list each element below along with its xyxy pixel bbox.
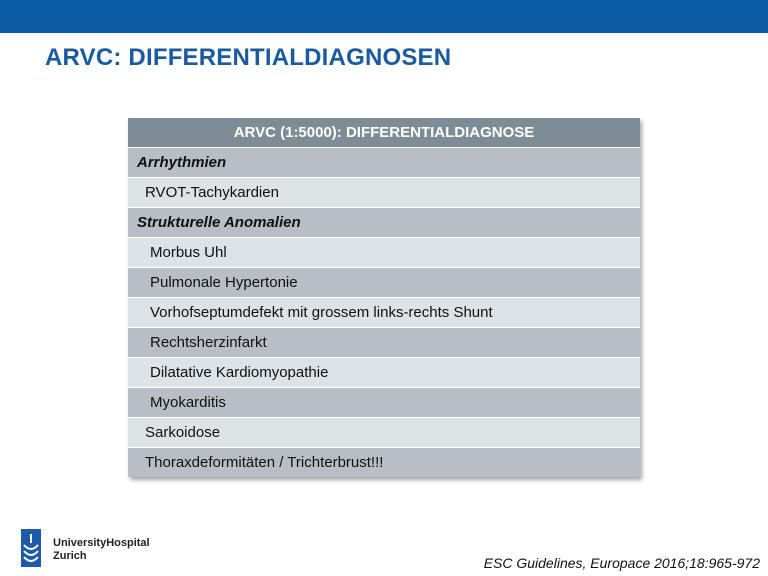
logo-line-2: Zurich — [53, 550, 87, 562]
citation: ESC Guidelines, Europace 2016;18:965-972 — [483, 555, 760, 571]
table-row: Dilatative Kardiomyopathie — [128, 358, 640, 388]
table-row: Thoraxdeformitäten / Trichterbrust!!! — [128, 448, 640, 477]
table-row: Rechtsherzinfarkt — [128, 328, 640, 358]
table-row: Sarkoidose — [128, 418, 640, 448]
table-row: Myokarditis — [128, 388, 640, 418]
top-accent-bar — [0, 0, 768, 33]
university-hospital-logo — [21, 529, 161, 567]
table-row: RVOT-Tachykardien — [128, 178, 640, 208]
category-row-arrhythmien: Arrhythmien — [128, 148, 640, 178]
table-row: Pulmonale Hypertonie — [128, 268, 640, 298]
table-header: ARVC (1:5000): DIFFERENTIALDIAGNOSE — [128, 118, 640, 148]
differential-diagnosis-table — [128, 118, 640, 477]
logo-text — [53, 537, 150, 563]
usz-logo-icon — [21, 529, 41, 567]
slide-title: ARVC: DIFFERENTIALDIAGNOSEN — [45, 44, 452, 71]
category-row-strukturelle-anomalien: Strukturelle Anomalien — [128, 208, 640, 238]
table-row: Vorhofseptumdefekt mit grossem links-rechts Shunt — [128, 298, 640, 328]
table-row: Morbus Uhl — [128, 238, 640, 268]
logo-line-1: UniversityHospital — [53, 537, 150, 549]
